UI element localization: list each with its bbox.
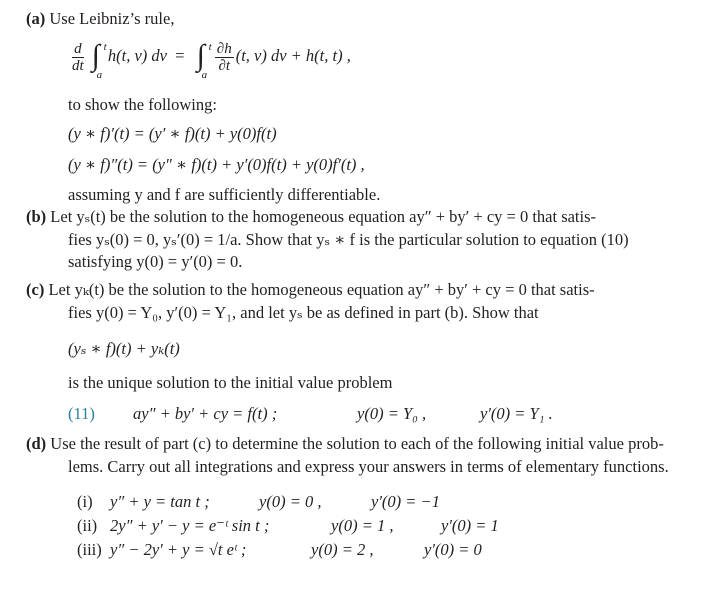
part-b-line-1: (b) Let yₛ(t) be the solution to the homogeneous equation ay″ + by′ + cy = 0 that satis-	[26, 207, 597, 226]
part-c-formula: (yₛ ∗ f)(t) + yₖ(t)	[68, 339, 180, 358]
leibniz-formula	[68, 36, 351, 82]
problem-iii-condition-2: y′(0) = 0	[424, 540, 482, 559]
integral-sign: ∫ t a	[91, 39, 107, 82]
problem-ii-condition-2: y′(0) = 1	[441, 516, 499, 535]
problem-iii-condition-1: y(0) = 2 ,	[311, 540, 374, 559]
integral-sign-right: ∫ t a	[196, 39, 212, 82]
part-b-line-3: satisfying y(0) = y′(0) = 0.	[68, 252, 243, 271]
part-b-label: (b)	[26, 207, 47, 226]
part-c-line-1: (c) Let yₖ(t) be the solution to the homogeneous equation ay″ + by′ + cy = 0 that satis-	[26, 280, 595, 299]
part-a-intro: Use Leibniz’s rule,	[49, 9, 175, 28]
part-a-formula-2: (y ∗ f)″(t) = (y″ ∗ f)(t) + y′(0)f(t) + y(0)f′(t) ,	[68, 155, 365, 174]
problem-ii-number: (ii)	[77, 516, 98, 535]
part-a-show-text: to show the following:	[68, 95, 217, 114]
ivp-ode: ay″ + by′ + cy = f(t) ;	[133, 404, 278, 423]
integrand-right: (t, v) dv + h(t, t) ,	[235, 46, 351, 65]
problem-iii-ode: y″ − 2y′ + y = √t eᵗ ;	[110, 540, 247, 559]
part-d-label: (d)	[26, 434, 47, 453]
problem-i-condition-2: y′(0) = −1	[371, 492, 440, 511]
equation-number-11: (11)	[68, 404, 95, 423]
part-c-line-2: fies y(0) = Y₀, y′(0) = Y₁, and let yₛ be as defined in part (b). Show that	[68, 303, 539, 322]
ivp-condition-y1: y′(0) = Y₁ .	[480, 404, 553, 423]
part-c-unique-text: is the unique solution to the initial value problem	[68, 373, 393, 392]
part-a-label: (a)	[26, 9, 46, 28]
problem-i-condition-1: y(0) = 0 ,	[259, 492, 322, 511]
part-a-formula-1: (y ∗ f)′(t) = (y′ ∗ f)(t) + y(0)f(t)	[68, 124, 277, 143]
problem-ii-ode: 2y″ + y′ − y = e⁻ᵗ sin t ;	[110, 516, 270, 535]
part-c-label: (c)	[26, 280, 45, 299]
part-a-assuming: assuming y and f are sufficiently differentiable.	[68, 185, 381, 204]
part-d-line-2: lems. Carry out all integrations and express your answers in terms of elementary functions.	[68, 457, 669, 476]
part-a-intro-line	[26, 9, 174, 28]
part-b-line-2: fies yₛ(0) = 0, yₛ′(0) = 1/a. Show that yₛ ∗ f is the particular solution to equation (10)	[68, 230, 629, 249]
integrand-left: h(t, v) dv	[107, 46, 167, 65]
ivp-condition-y0: y(0) = Y₀ ,	[357, 404, 427, 423]
problem-ii-condition-1: y(0) = 1 ,	[331, 516, 394, 535]
problem-iii-number: (iii)	[77, 540, 102, 559]
problem-i-number: (i)	[77, 492, 93, 511]
part-d-line-1: (d) Use the result of part (c) to determine the solution to each of the following initial value prob-	[26, 434, 664, 453]
equals-sign: =	[175, 46, 185, 65]
derivative-operator: $\frac{d}{dt}$	[72, 40, 84, 74]
problem-i-ode: y″ + y = tan t ;	[110, 492, 210, 511]
partial-derivative: $\frac{\partial h}{\partial t}$	[216, 40, 232, 74]
